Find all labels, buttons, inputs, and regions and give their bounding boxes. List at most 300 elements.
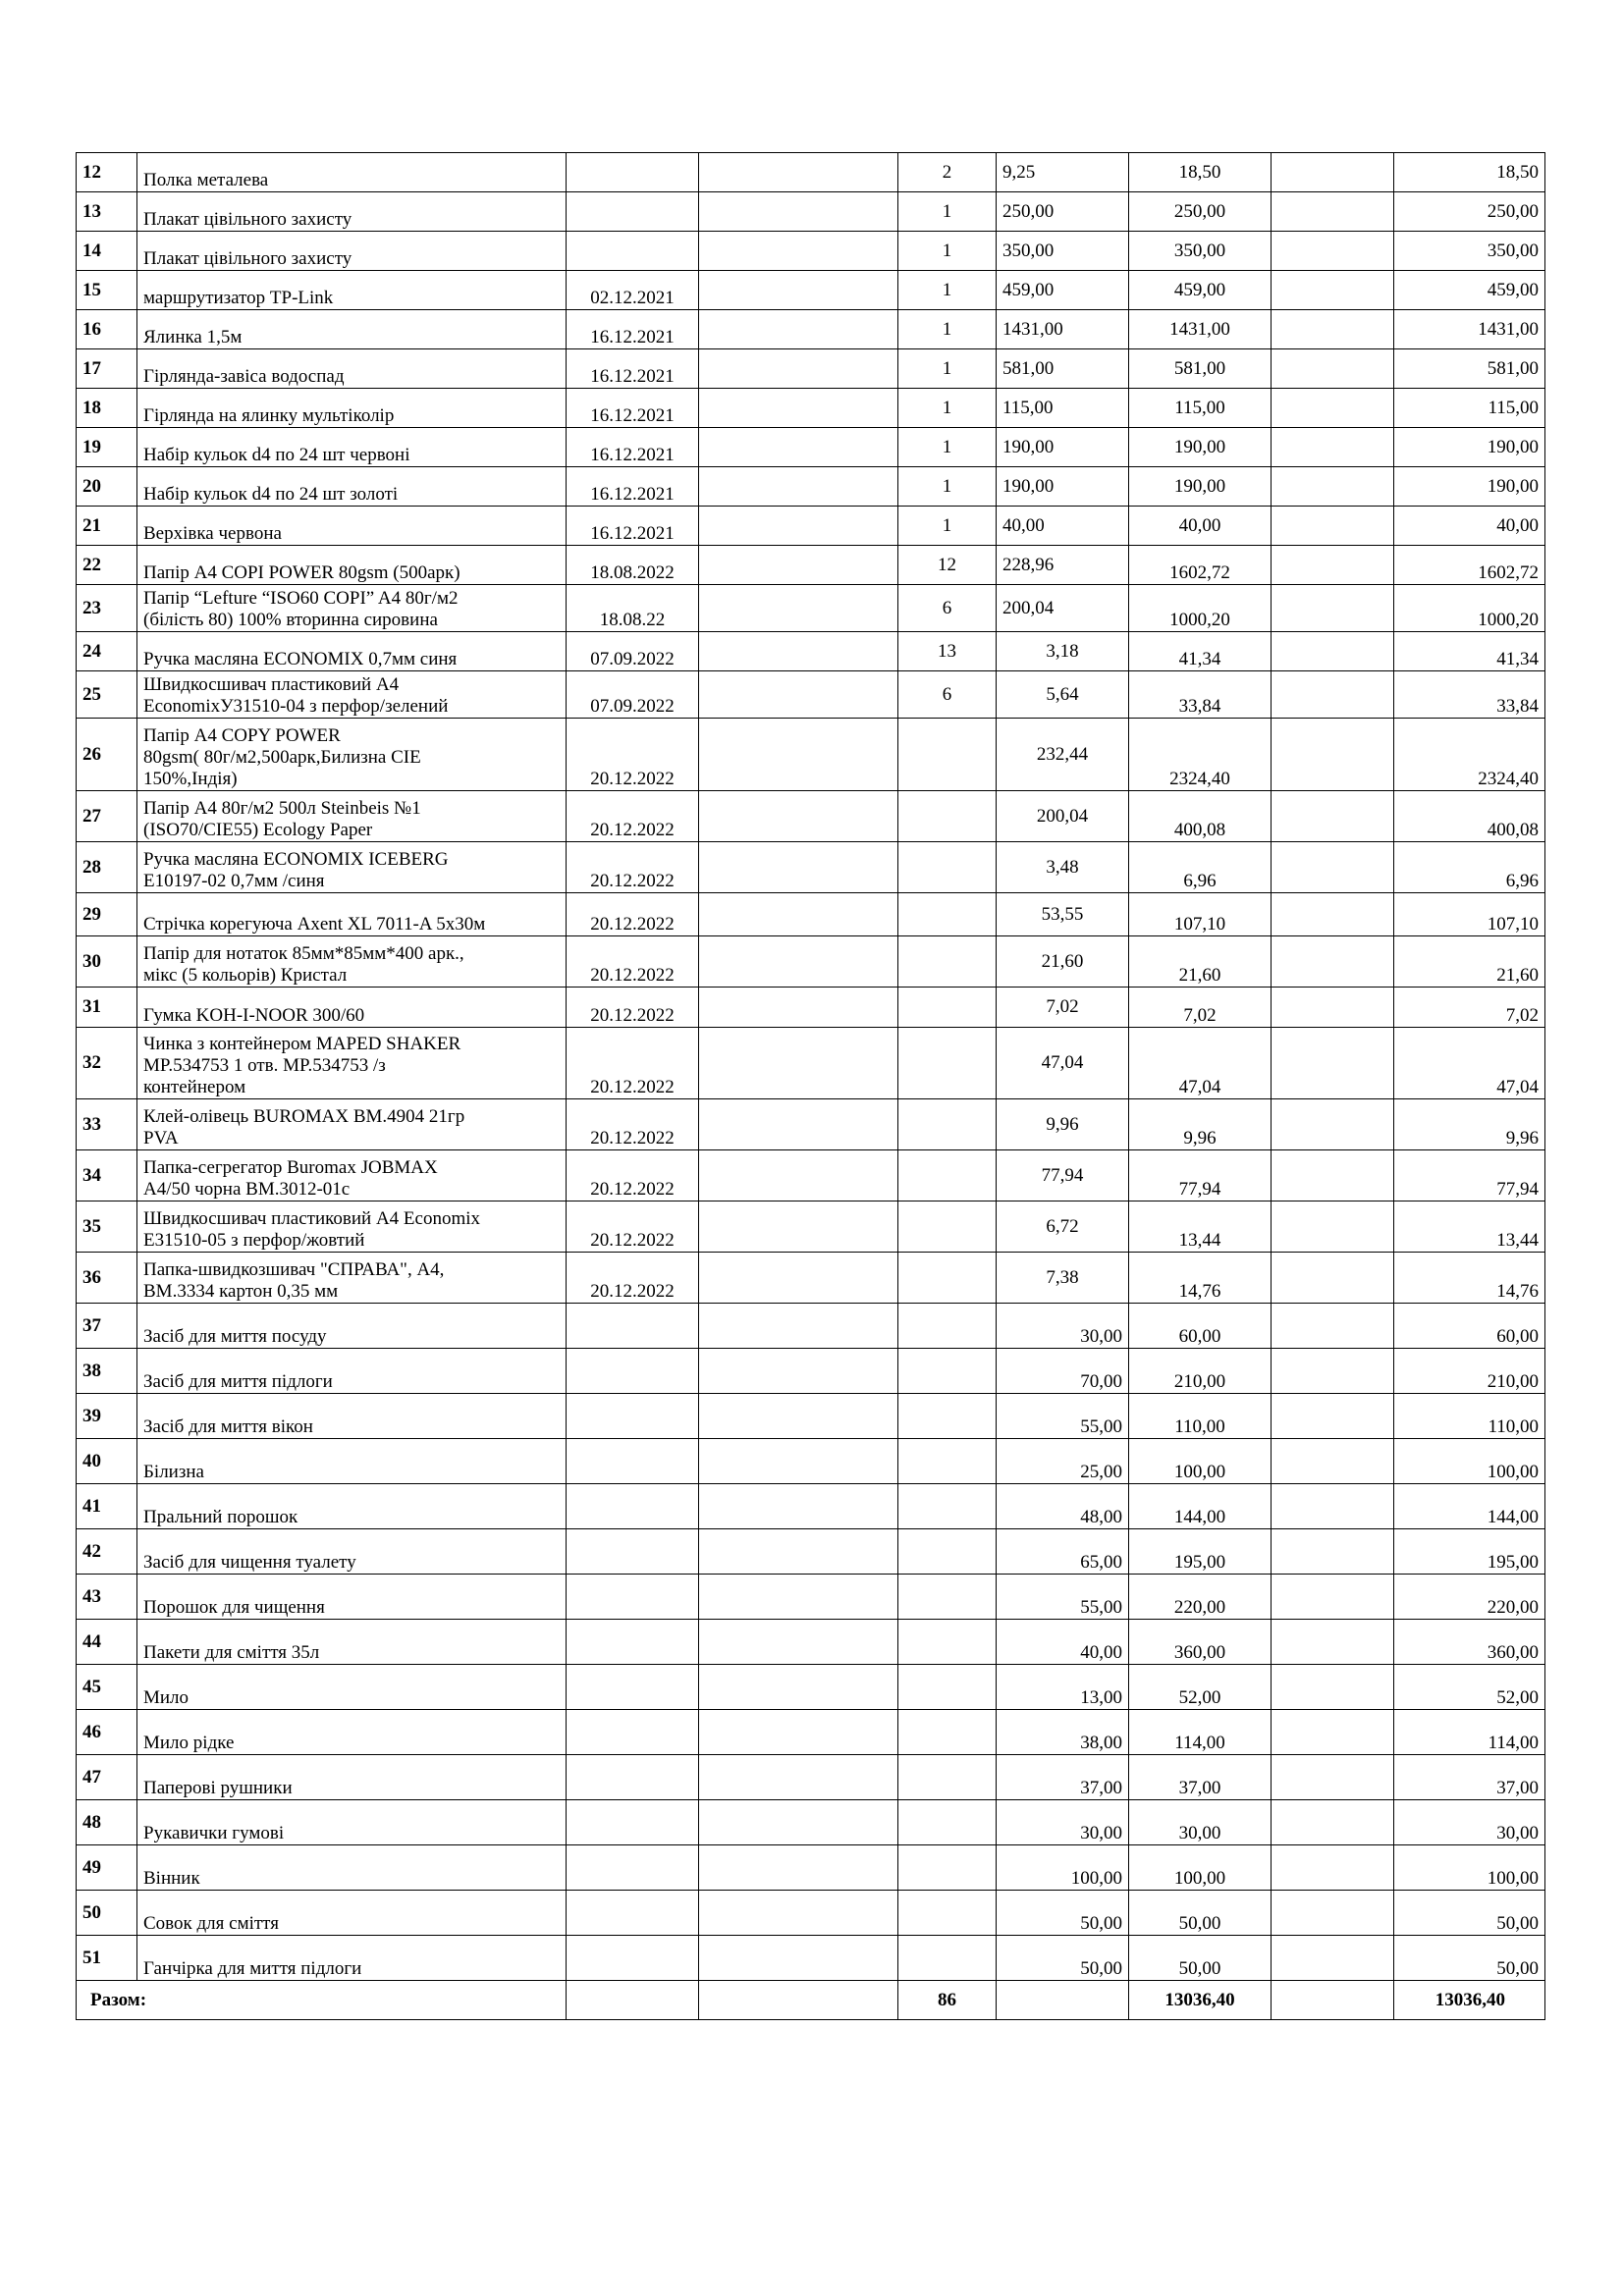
row-number: 47 bbox=[77, 1755, 137, 1800]
item-name: Папір “Lefture “ISO60 COPI” A4 80г/м2 (білість 80) 100% вторинна сировина bbox=[137, 585, 567, 632]
row-number: 30 bbox=[77, 936, 137, 988]
quantity: 1 bbox=[898, 389, 997, 428]
blank-cell bbox=[1272, 153, 1394, 192]
row-number: 45 bbox=[77, 1665, 137, 1710]
item-name: Набір кульок d4 по 24 шт червоні bbox=[137, 428, 567, 467]
unit-price: 21,60 bbox=[997, 936, 1129, 988]
row-number: 43 bbox=[77, 1575, 137, 1620]
purchase-date: 16.12.2021 bbox=[567, 349, 699, 389]
line-total: 18,50 bbox=[1394, 153, 1545, 192]
line-sum: 115,00 bbox=[1129, 389, 1272, 428]
quantity bbox=[898, 1891, 997, 1936]
extra-cell bbox=[699, 1304, 898, 1349]
blank-cell bbox=[1272, 1439, 1394, 1484]
unit-price: 53,55 bbox=[997, 893, 1129, 936]
table-row bbox=[77, 389, 1545, 428]
line-sum: 459,00 bbox=[1129, 271, 1272, 310]
table-row bbox=[77, 1845, 1545, 1891]
table-row bbox=[77, 467, 1545, 507]
blank-cell bbox=[1272, 671, 1394, 719]
blank-cell bbox=[1272, 1529, 1394, 1575]
line-sum: 114,00 bbox=[1129, 1710, 1272, 1755]
item-name: Швидкосшивач пластиковий А4 EconomixУ31510-04 з перфор/зелений bbox=[137, 671, 567, 719]
blank-cell bbox=[1272, 988, 1394, 1028]
extra-cell bbox=[699, 1800, 898, 1845]
row-number: 20 bbox=[77, 467, 137, 507]
row-number: 44 bbox=[77, 1620, 137, 1665]
unit-price: 115,00 bbox=[997, 389, 1129, 428]
purchase-date bbox=[567, 1755, 699, 1800]
purchase-date: 20.12.2022 bbox=[567, 791, 699, 842]
row-number: 25 bbox=[77, 671, 137, 719]
line-total: 14,76 bbox=[1394, 1253, 1545, 1304]
table-row bbox=[77, 310, 1545, 349]
quantity bbox=[898, 1150, 997, 1201]
line-total: 30,00 bbox=[1394, 1800, 1545, 1845]
purchase-date: 18.08.22 bbox=[567, 585, 699, 632]
line-total: 110,00 bbox=[1394, 1394, 1545, 1439]
quantity: 1 bbox=[898, 467, 997, 507]
line-total: 6,96 bbox=[1394, 842, 1545, 893]
row-number: 36 bbox=[77, 1253, 137, 1304]
purchase-date bbox=[567, 1710, 699, 1755]
line-sum: 250,00 bbox=[1129, 192, 1272, 232]
purchase-date bbox=[567, 1845, 699, 1891]
table-row bbox=[77, 192, 1545, 232]
line-total: 47,04 bbox=[1394, 1028, 1545, 1099]
line-total: 459,00 bbox=[1394, 271, 1545, 310]
item-name: Папір А4 COPI POWER 80gsm (500арк) bbox=[137, 546, 567, 585]
table-row bbox=[77, 1028, 1545, 1099]
item-name: Вінник bbox=[137, 1845, 567, 1891]
blank-cell bbox=[1272, 1981, 1394, 2020]
table-row bbox=[77, 842, 1545, 893]
line-total: 400,08 bbox=[1394, 791, 1545, 842]
line-sum: 1431,00 bbox=[1129, 310, 1272, 349]
table-row bbox=[77, 1800, 1545, 1845]
purchase-date bbox=[567, 1529, 699, 1575]
extra-cell bbox=[699, 1394, 898, 1439]
table-row bbox=[77, 428, 1545, 467]
line-total: 190,00 bbox=[1394, 467, 1545, 507]
inventory-table bbox=[76, 152, 1545, 2020]
unit-price: 13,00 bbox=[997, 1665, 1129, 1710]
line-total: 1000,20 bbox=[1394, 585, 1545, 632]
line-sum: 13,44 bbox=[1129, 1201, 1272, 1253]
purchase-date: 02.12.2021 bbox=[567, 271, 699, 310]
purchase-date bbox=[567, 1800, 699, 1845]
line-sum: 190,00 bbox=[1129, 428, 1272, 467]
row-number: 26 bbox=[77, 719, 137, 791]
item-name: Плакат цівільного захисту bbox=[137, 192, 567, 232]
quantity bbox=[898, 1575, 997, 1620]
table-row bbox=[77, 1529, 1545, 1575]
extra-cell bbox=[699, 1936, 898, 1981]
line-sum: 60,00 bbox=[1129, 1304, 1272, 1349]
unit-price: 38,00 bbox=[997, 1710, 1129, 1755]
line-total: 360,00 bbox=[1394, 1620, 1545, 1665]
unit-price: 581,00 bbox=[997, 349, 1129, 389]
table-row bbox=[77, 1575, 1545, 1620]
table-row bbox=[77, 546, 1545, 585]
blank-cell bbox=[1272, 428, 1394, 467]
blank-cell bbox=[1272, 192, 1394, 232]
line-sum: 37,00 bbox=[1129, 1755, 1272, 1800]
item-name: маршрутизатор TP-Link bbox=[137, 271, 567, 310]
total-total: 13036,40 bbox=[1394, 1981, 1545, 2020]
quantity: 1 bbox=[898, 507, 997, 546]
extra-cell bbox=[699, 936, 898, 988]
table-row bbox=[77, 988, 1545, 1028]
quantity: 1 bbox=[898, 192, 997, 232]
blank-cell bbox=[1272, 1394, 1394, 1439]
blank-cell bbox=[1272, 507, 1394, 546]
extra-cell bbox=[699, 467, 898, 507]
blank-cell bbox=[1272, 632, 1394, 671]
unit-price: 7,38 bbox=[997, 1253, 1129, 1304]
line-sum: 77,94 bbox=[1129, 1150, 1272, 1201]
blank-cell bbox=[1272, 271, 1394, 310]
line-sum: 144,00 bbox=[1129, 1484, 1272, 1529]
extra-cell bbox=[699, 1349, 898, 1394]
item-name: Папір А4 COPY POWER 80gsm( 80г/м2,500арк,Билизна CIE 150%,Індія) bbox=[137, 719, 567, 791]
item-name: Рукавички гумові bbox=[137, 1800, 567, 1845]
row-number: 50 bbox=[77, 1891, 137, 1936]
item-name: Гумка KOH-I-NOOR 300/60 bbox=[137, 988, 567, 1028]
purchase-date: 20.12.2022 bbox=[567, 936, 699, 988]
line-sum: 360,00 bbox=[1129, 1620, 1272, 1665]
unit-price: 40,00 bbox=[997, 1620, 1129, 1665]
total-label: Разом: bbox=[77, 1981, 567, 2020]
item-name: Засіб для чищення туалету bbox=[137, 1529, 567, 1575]
table-row bbox=[77, 271, 1545, 310]
row-number: 22 bbox=[77, 546, 137, 585]
blank-cell bbox=[1272, 232, 1394, 271]
quantity: 12 bbox=[898, 546, 997, 585]
blank-cell bbox=[1272, 1201, 1394, 1253]
line-sum: 30,00 bbox=[1129, 1800, 1272, 1845]
extra-cell bbox=[699, 1253, 898, 1304]
line-total: 9,96 bbox=[1394, 1099, 1545, 1150]
table-row bbox=[77, 1099, 1545, 1150]
extra-cell bbox=[699, 271, 898, 310]
item-name: Засіб для миття підлоги bbox=[137, 1349, 567, 1394]
line-total: 37,00 bbox=[1394, 1755, 1545, 1800]
extra-cell bbox=[699, 1891, 898, 1936]
line-total: 195,00 bbox=[1394, 1529, 1545, 1575]
unit-price: 228,96 bbox=[997, 546, 1129, 585]
extra-cell bbox=[699, 153, 898, 192]
blank-cell bbox=[1272, 1620, 1394, 1665]
blank-cell bbox=[1272, 893, 1394, 936]
table-row bbox=[77, 791, 1545, 842]
quantity bbox=[898, 893, 997, 936]
item-name: Папка-швидкозшивач "СПРАВА", А4, ВМ.3334 картон 0,35 мм bbox=[137, 1253, 567, 1304]
row-number: 40 bbox=[77, 1439, 137, 1484]
unit-price: 232,44 bbox=[997, 719, 1129, 791]
line-total: 60,00 bbox=[1394, 1304, 1545, 1349]
line-sum: 18,50 bbox=[1129, 153, 1272, 192]
unit-price: 50,00 bbox=[997, 1936, 1129, 1981]
line-sum: 350,00 bbox=[1129, 232, 1272, 271]
blank-cell bbox=[1272, 1028, 1394, 1099]
extra-cell bbox=[699, 1201, 898, 1253]
quantity: 2 bbox=[898, 153, 997, 192]
blank-cell bbox=[1272, 1150, 1394, 1201]
row-number: 32 bbox=[77, 1028, 137, 1099]
line-sum: 2324,40 bbox=[1129, 719, 1272, 791]
extra-cell bbox=[699, 1099, 898, 1150]
line-total: 581,00 bbox=[1394, 349, 1545, 389]
table-row bbox=[77, 1349, 1545, 1394]
unit-price: 459,00 bbox=[997, 271, 1129, 310]
row-number: 49 bbox=[77, 1845, 137, 1891]
row-number: 35 bbox=[77, 1201, 137, 1253]
unit-price: 70,00 bbox=[997, 1349, 1129, 1394]
table-row bbox=[77, 1891, 1545, 1936]
quantity bbox=[898, 1349, 997, 1394]
purchase-date: 16.12.2021 bbox=[567, 428, 699, 467]
line-total: 220,00 bbox=[1394, 1575, 1545, 1620]
row-number: 15 bbox=[77, 271, 137, 310]
table-row bbox=[77, 671, 1545, 719]
row-number: 17 bbox=[77, 349, 137, 389]
purchase-date bbox=[567, 1936, 699, 1981]
blank-cell bbox=[1272, 1665, 1394, 1710]
blank-cell bbox=[1272, 389, 1394, 428]
row-number: 51 bbox=[77, 1936, 137, 1981]
line-sum: 33,84 bbox=[1129, 671, 1272, 719]
purchase-date: 20.12.2022 bbox=[567, 1028, 699, 1099]
purchase-date bbox=[567, 1394, 699, 1439]
extra-cell bbox=[699, 428, 898, 467]
quantity bbox=[898, 791, 997, 842]
total-row bbox=[77, 1981, 1545, 2020]
purchase-date: 20.12.2022 bbox=[567, 1201, 699, 1253]
blank-cell bbox=[1272, 936, 1394, 988]
line-total: 107,10 bbox=[1394, 893, 1545, 936]
line-total: 190,00 bbox=[1394, 428, 1545, 467]
table-row bbox=[77, 585, 1545, 632]
item-name: Совок для сміття bbox=[137, 1891, 567, 1936]
quantity bbox=[898, 1304, 997, 1349]
quantity: 1 bbox=[898, 232, 997, 271]
purchase-date bbox=[567, 1620, 699, 1665]
table-row bbox=[77, 349, 1545, 389]
extra-cell bbox=[699, 842, 898, 893]
extra-cell bbox=[699, 310, 898, 349]
table-row bbox=[77, 153, 1545, 192]
extra-cell bbox=[699, 1710, 898, 1755]
blank-cell bbox=[1272, 842, 1394, 893]
blank-cell bbox=[1272, 1845, 1394, 1891]
quantity bbox=[898, 1936, 997, 1981]
quantity bbox=[898, 1439, 997, 1484]
extra-cell bbox=[699, 1150, 898, 1201]
unit-price: 9,25 bbox=[997, 153, 1129, 192]
blank-cell bbox=[1272, 1253, 1394, 1304]
item-name: Плакат цівільного захисту bbox=[137, 232, 567, 271]
purchase-date bbox=[567, 192, 699, 232]
row-number: 46 bbox=[77, 1710, 137, 1755]
line-sum: 40,00 bbox=[1129, 507, 1272, 546]
line-sum: 100,00 bbox=[1129, 1845, 1272, 1891]
item-name: Гірлянда на ялинку мультіколір bbox=[137, 389, 567, 428]
line-sum: 107,10 bbox=[1129, 893, 1272, 936]
blank-cell bbox=[1272, 546, 1394, 585]
extra-cell bbox=[699, 791, 898, 842]
item-name: Полка металева bbox=[137, 153, 567, 192]
extra-cell bbox=[699, 507, 898, 546]
line-total: 40,00 bbox=[1394, 507, 1545, 546]
line-total: 50,00 bbox=[1394, 1936, 1545, 1981]
purchase-date bbox=[567, 1665, 699, 1710]
line-sum: 50,00 bbox=[1129, 1936, 1272, 1981]
line-total: 50,00 bbox=[1394, 1891, 1545, 1936]
row-number: 18 bbox=[77, 389, 137, 428]
item-name: Засіб для миття посуду bbox=[137, 1304, 567, 1349]
purchase-date bbox=[567, 1439, 699, 1484]
line-sum: 110,00 bbox=[1129, 1394, 1272, 1439]
blank-cell bbox=[1272, 349, 1394, 389]
line-sum: 21,60 bbox=[1129, 936, 1272, 988]
table-row bbox=[77, 232, 1545, 271]
blank-cell bbox=[1272, 467, 1394, 507]
unit-price: 1431,00 bbox=[997, 310, 1129, 349]
line-sum: 52,00 bbox=[1129, 1665, 1272, 1710]
item-name: Ялинка 1,5м bbox=[137, 310, 567, 349]
purchase-date: 20.12.2022 bbox=[567, 988, 699, 1028]
extra-cell bbox=[699, 349, 898, 389]
purchase-date: 18.08.2022 bbox=[567, 546, 699, 585]
table-row bbox=[77, 719, 1545, 791]
purchase-date: 20.12.2022 bbox=[567, 842, 699, 893]
table-row bbox=[77, 1150, 1545, 1201]
item-name: Білизна bbox=[137, 1439, 567, 1484]
line-total: 33,84 bbox=[1394, 671, 1545, 719]
unit-price: 190,00 bbox=[997, 428, 1129, 467]
unit-price: 37,00 bbox=[997, 1755, 1129, 1800]
unit-price: 190,00 bbox=[997, 467, 1129, 507]
total-sum: 13036,40 bbox=[1129, 1981, 1272, 2020]
line-total: 100,00 bbox=[1394, 1439, 1545, 1484]
purchase-date: 20.12.2022 bbox=[567, 893, 699, 936]
unit-price: 5,64 bbox=[997, 671, 1129, 719]
item-name: Ганчірка для миття підлоги bbox=[137, 1936, 567, 1981]
table-row bbox=[77, 1253, 1545, 1304]
blank-cell bbox=[1272, 1755, 1394, 1800]
blank-cell bbox=[699, 1981, 898, 2020]
line-total: 144,00 bbox=[1394, 1484, 1545, 1529]
row-number: 23 bbox=[77, 585, 137, 632]
purchase-date: 20.12.2022 bbox=[567, 719, 699, 791]
purchase-date bbox=[567, 232, 699, 271]
unit-price: 77,94 bbox=[997, 1150, 1129, 1201]
line-total: 114,00 bbox=[1394, 1710, 1545, 1755]
row-number: 28 bbox=[77, 842, 137, 893]
blank-cell bbox=[1272, 1099, 1394, 1150]
unit-price: 200,04 bbox=[997, 791, 1129, 842]
row-number: 29 bbox=[77, 893, 137, 936]
table-row bbox=[77, 1620, 1545, 1665]
item-name: Ручка масляна ECONOMIX 0,7мм синя bbox=[137, 632, 567, 671]
item-name: Мило рідке bbox=[137, 1710, 567, 1755]
table-row bbox=[77, 1665, 1545, 1710]
item-name: Папір для нотаток 85мм*85мм*400 арк., мікс (5 кольорів) Кристал bbox=[137, 936, 567, 988]
extra-cell bbox=[699, 389, 898, 428]
purchase-date: 20.12.2022 bbox=[567, 1150, 699, 1201]
table-row bbox=[77, 1484, 1545, 1529]
line-total: 21,60 bbox=[1394, 936, 1545, 988]
line-sum: 47,04 bbox=[1129, 1028, 1272, 1099]
blank-cell bbox=[1272, 1575, 1394, 1620]
unit-price: 6,72 bbox=[997, 1201, 1129, 1253]
quantity bbox=[898, 1755, 997, 1800]
purchase-date bbox=[567, 1484, 699, 1529]
unit-price: 200,04 bbox=[997, 585, 1129, 632]
quantity bbox=[898, 1800, 997, 1845]
table-row bbox=[77, 1936, 1545, 1981]
unit-price: 65,00 bbox=[997, 1529, 1129, 1575]
extra-cell bbox=[699, 232, 898, 271]
line-total: 250,00 bbox=[1394, 192, 1545, 232]
quantity bbox=[898, 1665, 997, 1710]
quantity: 1 bbox=[898, 349, 997, 389]
item-name: Верхівка червона bbox=[137, 507, 567, 546]
extra-cell bbox=[699, 585, 898, 632]
row-number: 14 bbox=[77, 232, 137, 271]
table-row bbox=[77, 1201, 1545, 1253]
item-name: Засіб для миття вікон bbox=[137, 1394, 567, 1439]
table-row bbox=[77, 1710, 1545, 1755]
table-row bbox=[77, 1394, 1545, 1439]
row-number: 27 bbox=[77, 791, 137, 842]
inventory-sheet bbox=[76, 152, 1544, 2020]
extra-cell bbox=[699, 1755, 898, 1800]
line-sum: 581,00 bbox=[1129, 349, 1272, 389]
row-number: 48 bbox=[77, 1800, 137, 1845]
purchase-date: 16.12.2021 bbox=[567, 507, 699, 546]
quantity bbox=[898, 719, 997, 791]
unit-price: 47,04 bbox=[997, 1028, 1129, 1099]
quantity: 6 bbox=[898, 671, 997, 719]
unit-price: 30,00 bbox=[997, 1800, 1129, 1845]
line-total: 41,34 bbox=[1394, 632, 1545, 671]
row-number: 34 bbox=[77, 1150, 137, 1201]
line-total: 210,00 bbox=[1394, 1349, 1545, 1394]
extra-cell bbox=[699, 1484, 898, 1529]
row-number: 24 bbox=[77, 632, 137, 671]
table-row bbox=[77, 893, 1545, 936]
extra-cell bbox=[699, 893, 898, 936]
unit-price: 350,00 bbox=[997, 232, 1129, 271]
extra-cell bbox=[699, 1028, 898, 1099]
item-name: Пральний порошок bbox=[137, 1484, 567, 1529]
line-sum: 14,76 bbox=[1129, 1253, 1272, 1304]
blank-cell bbox=[1272, 791, 1394, 842]
item-name: Чинка з контейнером MAPED SHAKER MP.534753 1 отв. MP.534753 /з контейнером bbox=[137, 1028, 567, 1099]
item-name: Паперові рушники bbox=[137, 1755, 567, 1800]
quantity: 13 bbox=[898, 632, 997, 671]
row-number: 21 bbox=[77, 507, 137, 546]
line-total: 115,00 bbox=[1394, 389, 1545, 428]
table-row bbox=[77, 632, 1545, 671]
extra-cell bbox=[699, 1665, 898, 1710]
blank-cell bbox=[1272, 719, 1394, 791]
unit-price: 9,96 bbox=[997, 1099, 1129, 1150]
blank-cell bbox=[1272, 310, 1394, 349]
quantity: 1 bbox=[898, 271, 997, 310]
